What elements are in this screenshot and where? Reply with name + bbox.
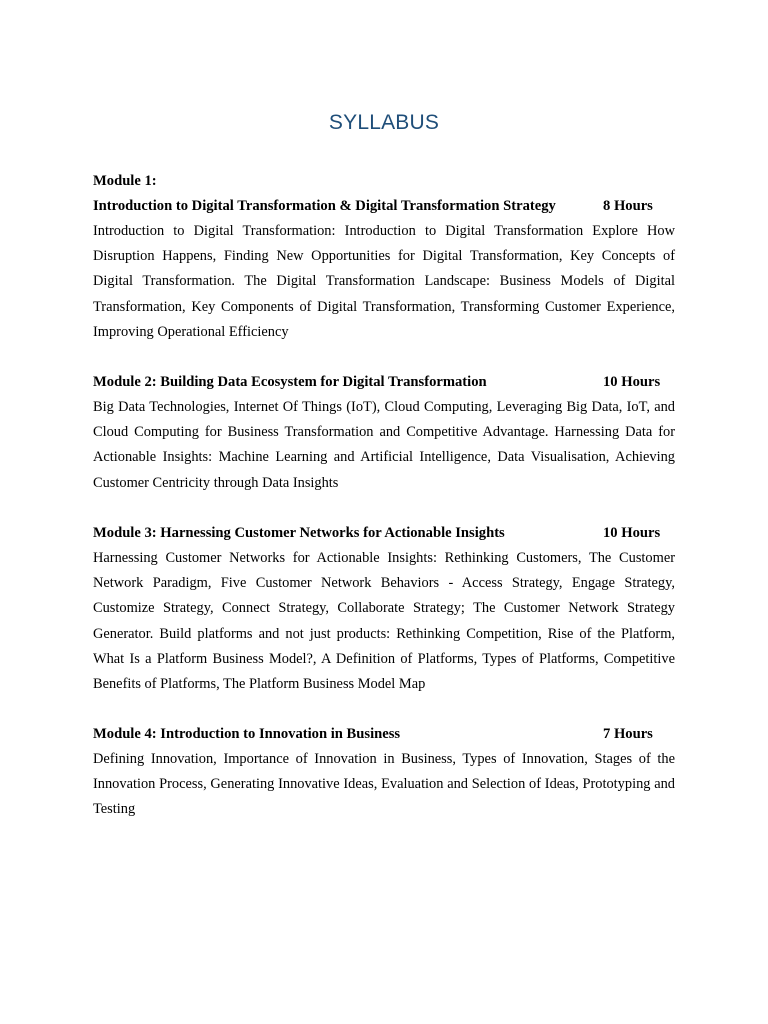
module-2-hours: 10 Hours: [603, 374, 661, 390]
module-1-title: Introduction to Digital Transformation & Digital Transformation Strategy: [93, 198, 556, 214]
page-title: SYLLABUS: [328, 111, 440, 134]
module-3-title: Module 3: Harnessing Customer Networks for Actionable Insights: [93, 525, 505, 541]
module-3-hours: 10 Hours: [603, 525, 661, 541]
module-1-hours: 8 Hours: [603, 198, 653, 214]
module-2-section: [93, 370, 675, 496]
module-2-description: Big Data Technologies, Internet Of Things (IoT), Cloud Computing, Leveraging Big Data, IoT, and Cloud Computing for Business Transformation and Competitive Advantage. Harnessing Data for Actionable Insights: Machine Learning and Artificial Intelligence, Data Visualisation, Achieving Customer Centricity through Data Insights: [93, 399, 675, 491]
module-4-description: Defining Innovation, Importance of Innovation in Business, Types of Innovation, Stages of the Innovation Process, Generating Innovative Ideas, Evaluation and Selection of Ideas, Prototyping and Testing: [93, 751, 675, 818]
module-4-heading: [93, 722, 675, 747]
module-1-section: [93, 169, 675, 345]
module-4-title: Module 4: Introduction to Innovation in Business: [93, 726, 401, 742]
module-2-title: Module 2: Building Data Ecosystem for Digital Transformation: [93, 374, 487, 390]
module-4-hours: 7 Hours: [603, 726, 653, 742]
module-3-section: [93, 521, 675, 697]
module-2-heading: [93, 370, 675, 395]
module-3-heading: [93, 521, 675, 546]
module-1-heading: [93, 194, 675, 219]
module-1-label: Module 1:: [93, 173, 157, 189]
module-1-description: Introduction to Digital Transformation: Introduction to Digital Transformation Explore How Disruption Happens, Finding New Opportunities for Digital Transformation, Key Concepts of Digital Transformation. The Digital Transformation Landscape: Business Models of Digital Transformation, Key Components of Digital Transformation, Transforming Customer Experience, Improving Operational Efficiency: [93, 223, 675, 340]
module-4-section: [93, 722, 675, 823]
module-3-description: Harnessing Customer Networks for Actionable Insights: Rethinking Customers, The Customer Network Paradigm, Five Customer Network Behaviors - Access Strategy, Engage Strategy, Customize Strategy, Connect Strategy, Collaborate Strategy; The Customer Network Strategy Generator. Build platforms and not just products: Rethinking Competition, Rise of the Platform, What Is a Platform Business Model?, A Definition of Platforms, Types of Platforms, Competitive Benefits of Platforms, The Platform Business Model Map: [93, 550, 675, 693]
